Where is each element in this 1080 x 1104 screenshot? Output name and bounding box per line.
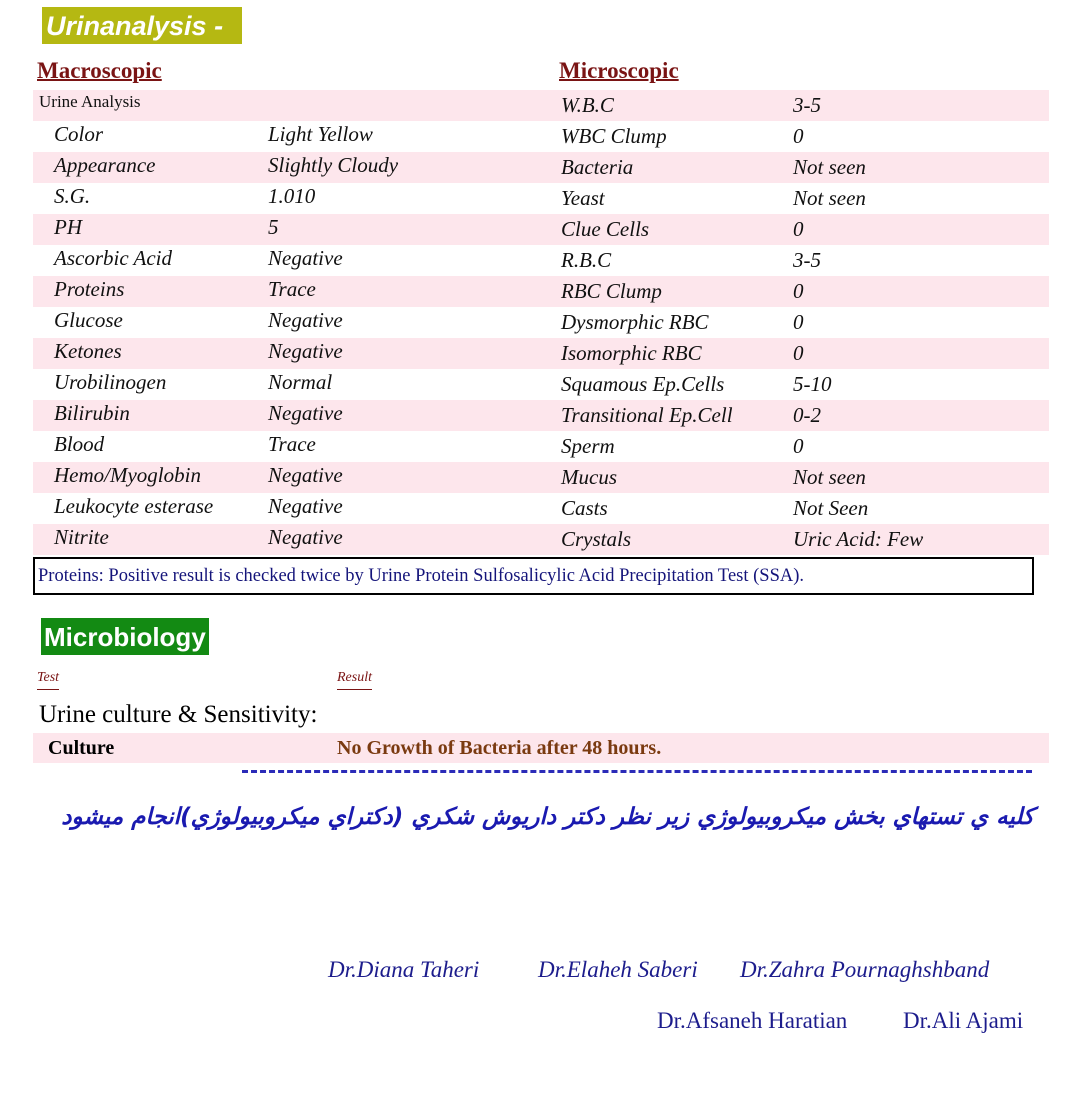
doctor-name: Dr.Afsaneh Haratian	[657, 1008, 848, 1033]
row-band	[33, 276, 1049, 307]
micro-test-name: RBC Clump	[561, 279, 662, 303]
culture-result: No Growth of Bacteria after 48 hours.	[337, 737, 662, 759]
micro-test-name: R.B.C	[561, 248, 612, 272]
micro-test-name: Squamous Ep.Cells	[561, 372, 725, 396]
micro-test-name: Clue Cells	[561, 217, 650, 241]
macro-test-result: Negative	[268, 494, 343, 518]
urine-culture-panel-name: Urine culture & Sensitivity:	[39, 701, 318, 728]
macro-test-name: PH	[54, 215, 82, 239]
macro-test-name: Urobilinogen	[54, 370, 167, 394]
micro-test-name: Sperm	[561, 434, 615, 458]
micro-test-name: WBC Clump	[561, 124, 667, 148]
micro-test-name: Casts	[561, 496, 608, 520]
urinalysis-title: Urinanalysis -	[42, 7, 242, 44]
micro-test-name: Dysmorphic RBC	[561, 310, 709, 334]
macro-test-name: Leukocyte esterase	[54, 494, 214, 518]
row-band	[33, 400, 1049, 431]
microbiology-title: Microbiology	[41, 618, 209, 655]
macro-test-result: Light Yellow	[268, 122, 373, 146]
macro-test-result: Trace	[268, 432, 316, 456]
row-band	[33, 152, 1049, 183]
micro-test-result: 3-5	[793, 248, 821, 272]
macro-test-name: Hemo/Myoglobin	[54, 463, 201, 487]
micro-test-name: Transitional Ep.Cell	[561, 403, 733, 427]
micro-test-name: Yeast	[561, 186, 605, 210]
row-band	[33, 90, 1049, 121]
urine-analysis-label: Urine Analysis	[39, 92, 141, 111]
micro-test-result: Not seen	[793, 465, 866, 489]
micro-test-result: 0	[793, 124, 804, 148]
micro-test-result: 3-5	[793, 93, 821, 117]
micro-test-result: Not Seen	[793, 496, 869, 520]
doctor-name: Dr.Zahra Pournaghshband	[740, 957, 990, 982]
macro-test-name: Appearance	[54, 153, 156, 177]
micro-test-result: 0	[793, 310, 804, 334]
test-column-header: Test	[37, 669, 59, 690]
macro-test-name: Ascorbic Acid	[54, 246, 173, 270]
macro-test-result: Negative	[268, 525, 343, 549]
macro-test-result: Negative	[268, 246, 343, 270]
micro-test-name: Mucus	[561, 465, 617, 489]
macroscopic-heading: Macroscopic	[37, 58, 162, 83]
micro-test-result: 0-2	[793, 403, 821, 427]
dashed-divider	[242, 770, 1032, 776]
micro-test-name: Isomorphic RBC	[561, 341, 702, 365]
micro-test-result: 5-10	[793, 372, 832, 396]
macro-test-result: 1.010	[268, 184, 316, 208]
macro-test-name: Blood	[54, 432, 105, 456]
macro-test-result: Normal	[268, 370, 333, 394]
culture-label: Culture	[48, 737, 115, 759]
doctor-name: Dr.Ali Ajami	[903, 1008, 1024, 1033]
macro-test-name: Bilirubin	[54, 401, 130, 425]
micro-test-name: W.B.C	[561, 93, 614, 117]
micro-test-result: Uric Acid: Few	[793, 527, 924, 551]
macro-test-result: Slightly Cloudy	[268, 153, 399, 177]
macro-test-result: Trace	[268, 277, 316, 301]
doctor-name: Dr.Elaheh Saberi	[538, 957, 698, 982]
micro-test-name: Bacteria	[561, 155, 634, 179]
micro-test-result: 0	[793, 217, 804, 241]
micro-test-name: Crystals	[561, 527, 632, 551]
macro-test-name: Color	[54, 122, 104, 146]
macro-test-name: S.G.	[54, 184, 91, 208]
micro-test-result: 0	[793, 341, 804, 365]
macro-test-result: Negative	[268, 401, 343, 425]
micro-test-result: Not seen	[793, 155, 866, 179]
row-band	[33, 214, 1049, 245]
macro-test-name: Ketones	[54, 339, 122, 363]
micro-test-result: 0	[793, 279, 804, 303]
macro-test-name: Proteins	[54, 277, 125, 301]
microbiology-supervision-note: كليه ي تستهاي بخش ميكروبيولوژي زير نظر دكتر داريوش شكري (دكتراي ميكروبيولوژي)انجام ميشود	[61, 804, 1034, 830]
micro-test-result: 0	[793, 434, 804, 458]
macro-test-result: Negative	[268, 463, 343, 487]
macro-test-result: Negative	[268, 308, 343, 332]
macro-test-name: Glucose	[54, 308, 123, 332]
micro-test-result: Not seen	[793, 186, 866, 210]
macro-test-name: Nitrite	[54, 525, 109, 549]
macro-test-result: Negative	[268, 339, 343, 363]
doctor-name: Dr.Diana Taheri	[328, 957, 480, 982]
proteins-note: Proteins: Positive result is checked twice by Urine Protein Sulfosalicylic Acid Precipitation Test (SSA).	[33, 557, 1034, 595]
result-column-header: Result	[337, 669, 372, 690]
row-band	[33, 338, 1049, 369]
microscopic-heading: Microscopic	[559, 58, 679, 83]
macro-test-result: 5	[268, 215, 279, 239]
